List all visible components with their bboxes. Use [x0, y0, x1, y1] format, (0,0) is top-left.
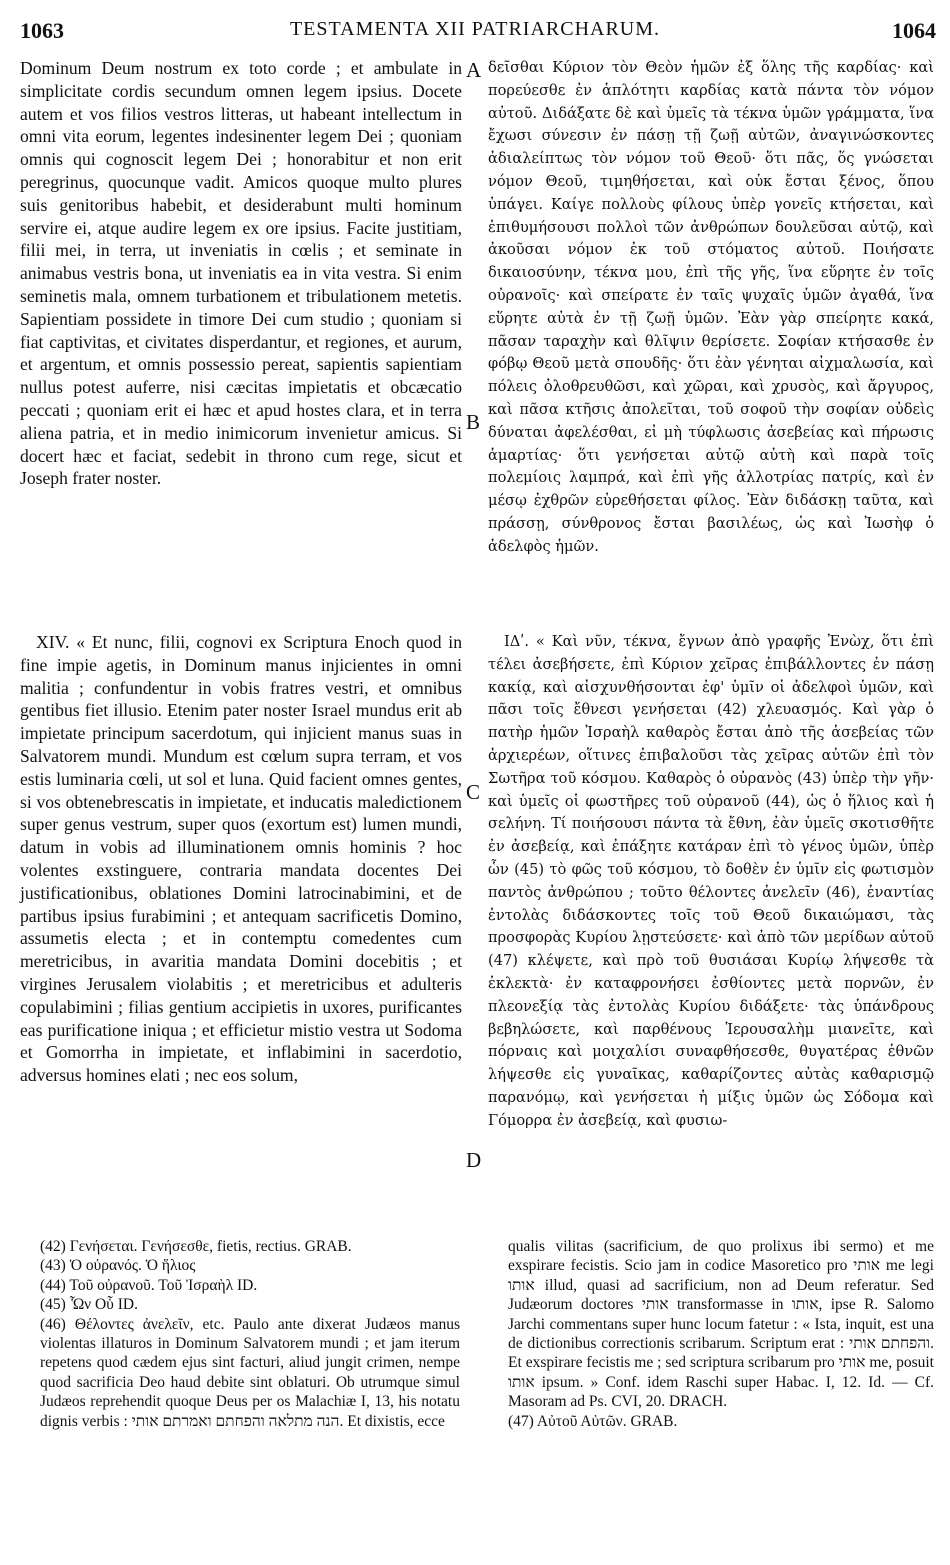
greek-column-section-2	[488, 631, 934, 1133]
margin-marker-d: D	[466, 1148, 482, 1172]
running-header	[0, 18, 950, 50]
footnote-44: (44) Τοῦ οὐρανοῦ. Τοῦ Ἰσραὴλ ID.	[40, 1276, 258, 1294]
margin-marker-b: B	[466, 410, 481, 434]
greek-paragraph-2: ΙΔʹ. « Καὶ νῦν, τέκνα, ἔγνων ἀπὸ γραφῆς Ἐνὼχ, ὅτι ἐπὶ τέλει ἀσεβήσετε, ἐπὶ Κύριον χεῖρας ἐπιβάλλοντες ἐν πάσῃ κακίᾳ, καὶ αἰσχυνθήσονται ἐφ' ὑμῖν οἱ ἀδελφοὶ ὑμῶν, καὶ πᾶσι τοῖς ἔθνεσι γενήσεται (42) χλευασμός. Καὶ γὰρ ὁ πατὴρ ἡμῶν Ἰσραὴλ καθαρὸς ἔσται ἀπὸ τῆς ἀσεβείας τῶν ἀρχιερέων, οἵτινες ἐπιβαλοῦσι τὰς χεῖρας αὐτῶν ἐπὶ τὸν Σωτῆρα τοῦ κόσμου. Καθαρὸς ὁ οὐρανὸς (43) ὑπὲρ τὴν γῆν· καὶ ὑμεῖς οἱ φωστῆρες τοῦ οὐρανοῦ (44), ὡς ὁ ἥλιος καὶ ἡ σελήνη. Τί ποιήσουσι πάντα τὰ ἔθνη, ἐὰν ὑμεῖς σκοτισθῆτε ἐν ἀσεβείᾳ, καὶ ἐπάξητε κατάραν ἐπὶ τὸ γένος ὑμῶν, ὑπὲρ ὧν (45) τὸ φῶς τοῦ κόσμου, τὸ δοθὲν ἐν ὑμῖν εἰς φωτισμὸν παντὸς ἀνθρώπου ; τοῦτο θέλοντες ἀνελεῖν (46), ἐναντίας ἐντολὰς διδάσκοντες τοῖς τοῦ Θεοῦ δικαιώμασι, τὰς προσφορὰς Κυρίου λῃστεύσετε· καὶ ἀπὸ τῶν μερίδων αὐτοῦ (47) κλέψετε, καὶ πρὸ τοῦ θυσιάσαι Κυρίῳ λήψεσθε τὰ ἐκλεκτὰ· ἐν καταφρονήσει ἐσθίοντες μετὰ πορνῶν, ἐν πλεονεξίᾳ τὰς ἐντολὰς Κυρίου διδάξετε· τὰς ὑπάνδρους βεβηλώσετε, καὶ παρθένους Ἱερουσαλὴμ μιανεῖτε, καὶ πόρναις καὶ μοιχαλίσι συναφθήσεσθε, θυγατέρας ἐθνῶν λήψεσθε εἰς γυναῖκας, καθαρίζοντες αὐτὰς καθαρισμῷ παρανόμῳ, καὶ γενήσεται ἡ μίξις ὑμῶν ὡς Σόδομα καὶ Γόμορρα ἐν ἀσεβείᾳ, καὶ φυσιω-	[488, 633, 934, 1129]
footnote-46-continued: qualis vilitas (sacrificium, de quo prolixus ibi sermo) et me exspirare fecistis. Scio jam in codice Masoretico pro אותי me legi אותו illud, quasi ad sacrificium, non ad Deum referatur. Sed Judæorum doctores אותי transformasse in אותו, ipse R. Salomo Jarchi commentans super hunc locum fatetur : « Ista, inquit, est una de dictionibus correctionis scribarum. Scriptum erat : והפחתם אותי. Et exspirare fecistis me ; sed scriptura scribarum pro אותי me, posuit אותו ipsum. » Conf. idem Raschi super Habac. I, 12. Id. — Cf. Masoram ad Ps. CVI, 20. DRACH.	[508, 1238, 935, 1411]
page-number-left: 1063	[20, 18, 64, 43]
running-title: TESTAMENTA XII PATRIARCHARUM.	[289, 18, 661, 40]
page-number-right: 1064	[892, 18, 936, 43]
latin-column-section-1	[20, 57, 462, 490]
latin-column-section-2	[20, 631, 462, 1087]
footnote-45: (45) Ὧν Οὗ ID.	[40, 1296, 138, 1314]
margin-marker-a: A	[466, 58, 482, 82]
footnotes-right	[508, 1237, 934, 1431]
footnote-47: (47) Αὐτοῦ Αὐτῶν. GRAB.	[508, 1412, 678, 1430]
footnote-46: (46) Θέλοντες ἀνελεῖν, etc. Paulo ante dixerat Judæos manus violentas illaturos in Dominum Salvatorem mundi ; et jam iterum repetens quod cædem ejus sint facturi, aliud jungit crimen, nempe quod sacrificia Deo haud debite sint oblaturi. Ob utrumque simul Judæos reprehendit quoque Deus per os Malachiæ I, 13, his notatu dignis verbis : הנה מתלאה והפחתם ואמרתם אותי. Et dixistis, ecce	[40, 1315, 460, 1430]
footnote-42: (42) Γενήσεται. Γενήσεσθε, fietis, rectius. GRAB.	[40, 1238, 352, 1255]
greek-column-section-1	[488, 57, 934, 559]
greek-paragraph-1: δεῖσθαι Κύριον τὸν Θεὸν ἡμῶν ἐξ ὅλης τῆς καρδίας· καὶ πορεύεσθε ἐν ἁπλότητι καρδίας κατὰ πάντα τὸν νόμον αὐτοῦ. Διδάξατε δὲ καὶ ὑμεῖς τὰ τέκνα ὑμῶν γράμματα, ἵνα ἔχωσι σύνεσιν ἐν πάσῃ τῇ ζωῇ αὐτῶν, ἀναγινώσκοντες ἀδιαλείπτως τὸν νόμον τοῦ Θεοῦ· ὅτι πᾶς, ὅς γνώσεται νόμον Θεοῦ, τιμηθήσεται, καὶ οὐκ ἔσται ξένος, ὅπου ὑπάγει. Καίγε πολλοὺς φίλους ὑπὲρ γονεῖς κτήσεται, καὶ ἐπιθυμήσουσι πολλοὶ τῶν ἀνθρώπων δουλεῦσαι αὐτῷ, καὶ ἀκοῦσαι νόμον ἐκ τοῦ στόματος αὐτοῦ. Ποιήσατε δικαιοσύνην, τέκνα μου, ἐπὶ τῆς γῆς, ἵνα εὕρητε ἐν τοῖς οὐρανοῖς· καὶ σπείρατε ἐν ταῖς ψυχαῖς ὑμῶν ἀγαθά, ἵνα εὕρητε αὐτὰ ἐν τῇ ζωῇ ὑμῶν. Ἐὰν γὰρ σπείρητε κακά, πᾶσαν ταραχὴν καὶ θλῖψιν θερίσετε. Σοφίαν κτήσασθε ἐν φόβῳ Θεοῦ μετὰ σπουδῆς· ὅτι ἐὰν γένηται αἰχμαλωσία, καὶ πόλεις ὀλοθρευθῶσι, καὶ χῶραι, καὶ χρυσὸς, καὶ ἄργυρος, καὶ πᾶσα κτῆσις ἀπολεῖται, τοῦ σοφοῦ τὴν σοφίαν οὐδεὶς δύναται ἀφελέσθαι, εἰ μὴ τύφλωσις ἀσεβείας καὶ πήρωσις ἁμαρτίας· ὅτι γενήσεται αὐτῷ αὐτὴ καὶ παρὰ τοῖς πολεμίοις λαμπρά, καὶ ἐπὶ γῆς ἀλλοτρίας πατρίς, καὶ ἐν μέσῳ ἐχθρῶν εὑρεθήσεται φίλος. Ἐὰν διδάσκῃ ταῦτα, καὶ πράσσῃ, σύνθρονος ἔσται βασιλέως, ὡς καὶ Ἰωσὴφ ὁ ἀδελφὸς ἡμῶν.	[488, 59, 934, 555]
latin-paragraph-1: Dominum Deum nostrum ex toto corde ; et ambulate in simplicitate cordis secundum omnen legem ipsius. Docete autem et vos filios vestros litteras, ut habeant intellectum in omni vita eorum, legentes indesinenter legem Dei ; quoniam omnis qui cognoscit legem Dei ; honorabitur et non erit peregrinus, quocunque vadit. Amicos quoque multo plures suis genitoribus habebit, et desiderabunt multi hominum servire ei, atque audire legem ex ore ipsius. Facite justitiam, filii mei, in terra, ut inveniatis in cœlis ; et seminate in animabus vestris bona, ut inveniatis ea in vita vestra. Si enim seminetis mala, omnem turbationem et tribulationem metetis. Sapientiam possidete in timore Dei cum studio ; quoniam si fiat captivitas, et civitates disperdantur, et regiones, et aurum, et argentum, et omnis possessio pereat, sapientis sapientiam nullus potest auferre, nisi cæcitas impietatis et obcæcatio peccati ; quoniam erit ei hæc et apud hostes clara, et in terra aliena patria, et in medio inimicorum invenietur amicus. Si docert hæc et faciat, sedebit in throno cum rege, sicut et Joseph frater noster.	[20, 58, 462, 489]
footnotes-left	[40, 1237, 460, 1431]
margin-marker-c: C	[466, 780, 481, 804]
latin-paragraph-2: XIV. « Et nunc, filii, cognovi ex Scriptura Enoch quod in fine impie agetis, in Dominum manus injicientes in omni malitia ; confundentur in vobis fratres vestri, et omnibus gentibus fiet illusio. Etenim pater noster Israel mundus erit ab impietate principum sacerdotum, qui injicient manus suas in Salvatorem mundi. Mundum est cœlum supra terram, et vos estis luminaria cœli, ut sol et luna. Quid facient omnes gentes, si vos obtenebrescatis in impietate, et inducatis maledictionem super genus vestrum, super quos (exortum est) lumen mundi, datum in vobis ad illuminationem omnis hominis ? hoc volentes exstinguere, contraria mandata docentes Dei justificationibus, oblationes Domini latrocinabimini, et de partibus ipsius furabimini ; et antequam sacrificetis Domino, assumetis electa ; et in contemptu comedentes cum meretricibus, in avaritia mandata Domini docebitis ; et virgines Jerusalem violabitis ; et meretricibus et adulteris copulabimini ; filias gentium accipietis in uxores, purificantes eas purificatione iniqua ; et efficietur mistio vestra ut Sodoma et Gomorrha in impietate, et inflabimini in sacerdotio, adversus homines elati ; nec eos solum,	[20, 632, 462, 1086]
footnote-43: (43) Ὁ οὐρανός. Ὁ ἥλιος	[40, 1257, 196, 1275]
